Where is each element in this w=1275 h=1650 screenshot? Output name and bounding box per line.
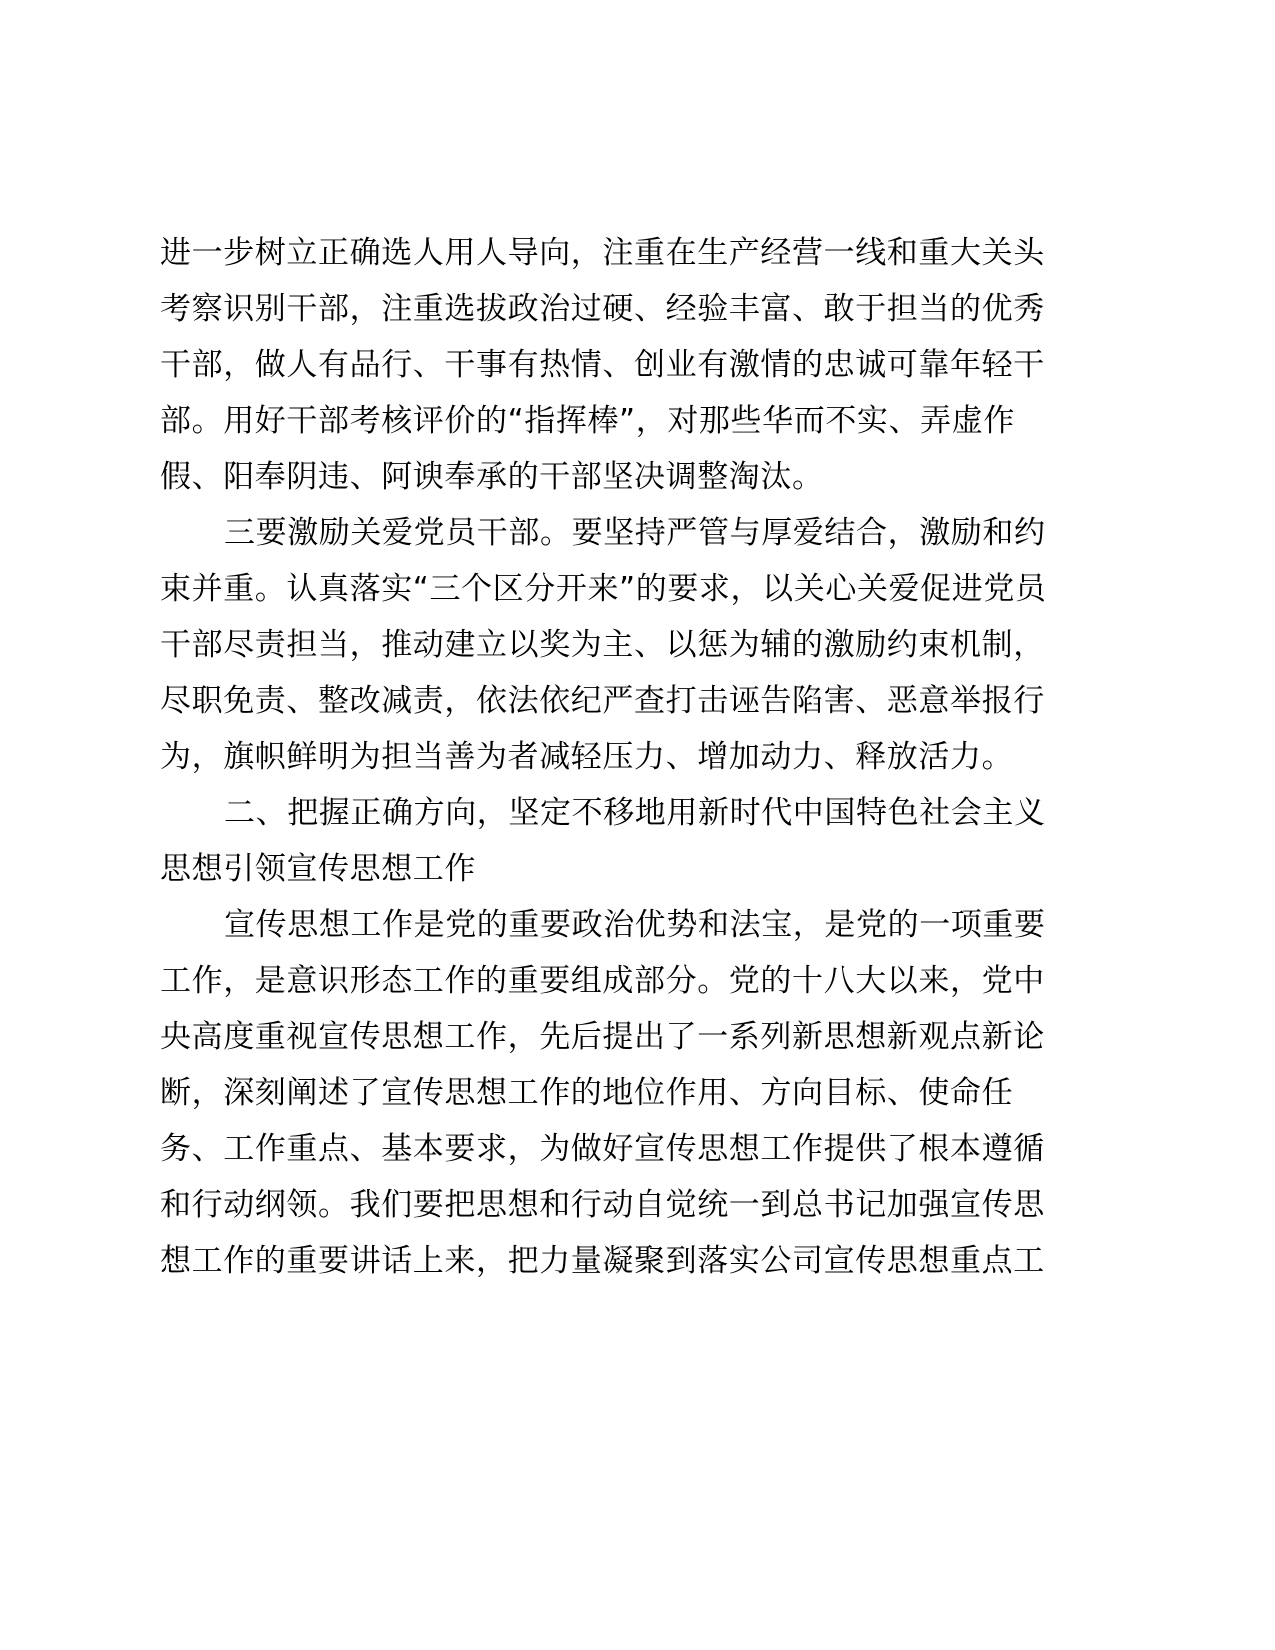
- text-line: 宣传思想工作是党的重要政治优势和法宝，是党的一项重要: [224, 907, 1046, 943]
- text-line: 尽职免责、整改减责，依法依纪严查打击诬告陷害、恶意举报行: [160, 683, 1045, 719]
- paragraph-propaganda-work: [160, 897, 1060, 1289]
- paragraph-incentive-care: [160, 505, 1060, 785]
- text-line: 断，深刻阐述了宣传思想工作的地位作用、方向目标、使命任: [160, 1075, 1014, 1111]
- section-heading-two: [160, 785, 1060, 897]
- text-line: 干部尽责担当，推动建立以奖为主、以惩为辅的激励约束机制，: [160, 627, 1045, 663]
- text-line: 想工作的重要讲话上来，把力量凝聚到落实公司宣传思想重点工: [160, 1243, 1045, 1279]
- text-line: 假、阳奉阴违、阿谀奉承的干部坚决调整淘汰。: [160, 459, 824, 495]
- text-line: 进一步树立正确选人用人导向，注重在生产经营一线和重大关头: [160, 235, 1045, 271]
- text-line: 部。用好干部考核评价的“指挥棒”，对那些华而不实、弄虚作: [160, 403, 1015, 439]
- text-line: 考察识别干部，注重选拔政治过硬、经验丰富、敢于担当的优秀: [160, 291, 1045, 327]
- text-line: 为，旗帜鲜明为担当善为者减轻压力、增加动力、释放活力。: [160, 739, 1014, 775]
- heading-line: 二、把握正确方向，坚定不移地用新时代中国特色社会主义: [224, 795, 1046, 831]
- heading-line: 思想引领宣传思想工作: [160, 851, 476, 887]
- text-line: 束并重。认真落实“三个区分开来”的要求，以关心关爱促进党员: [160, 571, 1047, 607]
- paragraph-cadre-selection: [160, 225, 1060, 505]
- text-line: 务、工作重点、基本要求，为做好宣传思想工作提供了根本遵循: [160, 1131, 1045, 1167]
- text-line: 工作，是意识形态工作的重要组成部分。党的十八大以来，党中: [160, 963, 1045, 999]
- text-line: 干部，做人有品行、干事有热情、创业有激情的忠诚可靠年轻干: [160, 347, 1045, 383]
- text-line: 和行动纲领。我们要把思想和行动自觉统一到总书记加强宣传思: [160, 1187, 1045, 1223]
- document-body: [160, 225, 1060, 1289]
- text-line: 央高度重视宣传思想工作，先后提出了一系列新思想新观点新论: [160, 1019, 1045, 1055]
- text-line: 三要激励关爱党员干部。要坚持严管与厚爱结合，激励和约: [224, 515, 1046, 551]
